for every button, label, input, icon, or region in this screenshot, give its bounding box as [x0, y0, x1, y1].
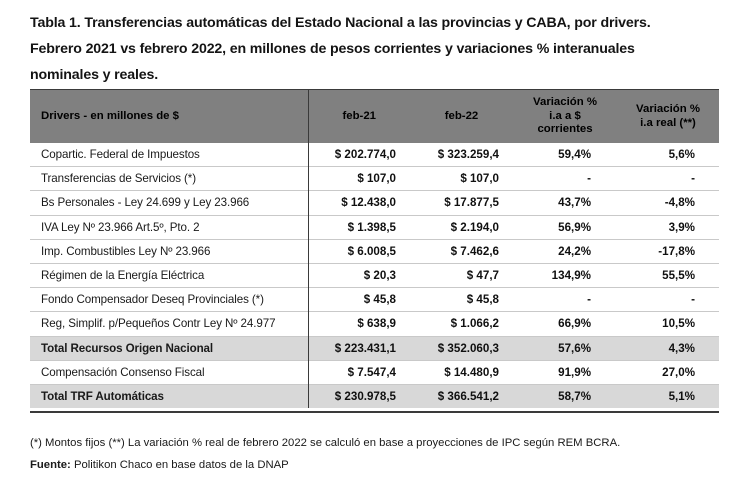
title-line-2: Febrero 2021 vs febrero 2022, en millones de pesos corrientes y variaciones % interanuales [30, 41, 635, 57]
cell-feb21: $ 202.774,0 [308, 143, 410, 167]
cell-variacion-nominal: 43,7% [513, 191, 617, 215]
cell-variacion-nominal: 24,2% [513, 239, 617, 263]
cell-variacion-real: 3,9% [617, 215, 719, 239]
cell-feb22: $ 323.259,4 [410, 143, 513, 167]
table-body [30, 143, 719, 408]
cell-variacion-real: -17,8% [617, 239, 719, 263]
table-row [30, 191, 719, 215]
table-row [30, 143, 719, 167]
table-bottom-border [30, 411, 719, 413]
cell-feb21: $ 230.978,5 [308, 384, 410, 408]
footnote-note: (*) Montos fijos (**) La variación % real de febrero 2022 se calculó en base a proyecciones de IPC según REM BCRA. [30, 437, 621, 449]
cell-driver-label: Total TRF Automáticas [30, 384, 308, 408]
footnotes [30, 432, 730, 476]
variacion-nominal-line-1: Variación % [533, 96, 597, 109]
cell-variacion-real: 5,1% [617, 384, 719, 408]
table-row [30, 167, 719, 191]
cell-variacion-nominal: 59,4% [513, 143, 617, 167]
cell-feb22: $ 366.541,2 [410, 384, 513, 408]
cell-driver-label: Transferencias de Servicios (*) [30, 167, 308, 191]
title-line-1: Tabla 1. Transferencias automáticas del Estado Nacional a las provincias y CABA, por drivers. [30, 15, 651, 31]
table-row [30, 336, 719, 360]
cell-feb22: $ 2.194,0 [410, 215, 513, 239]
cell-feb22: $ 14.480,9 [410, 360, 513, 384]
cell-feb22: $ 47,7 [410, 263, 513, 287]
cell-driver-label: Fondo Compensador Deseq Provinciales (*) [30, 288, 308, 312]
cell-variacion-real: 55,5% [617, 263, 719, 287]
cell-feb22: $ 1.066,2 [410, 312, 513, 336]
cell-feb21: $ 6.008,5 [308, 239, 410, 263]
cell-variacion-nominal: 91,9% [513, 360, 617, 384]
cell-variacion-real: -4,8% [617, 191, 719, 215]
cell-variacion-nominal: 57,6% [513, 336, 617, 360]
variacion-nominal-line-3: corrientes [537, 123, 593, 136]
cell-feb22: $ 45,8 [410, 288, 513, 312]
cell-driver-label: Total Recursos Origen Nacional [30, 336, 308, 360]
cell-variacion-real: 5,6% [617, 143, 719, 167]
table-header [30, 90, 719, 143]
table-row [30, 239, 719, 263]
cell-feb21: $ 45,8 [308, 288, 410, 312]
column-header-variacion-real [617, 90, 719, 143]
cell-driver-label: Imp. Combustibles Ley Nº 23.966 [30, 239, 308, 263]
table-row [30, 288, 719, 312]
cell-variacion-nominal: 66,9% [513, 312, 617, 336]
cell-feb22: $ 107,0 [410, 167, 513, 191]
column-header-drivers: Drivers - en millones de $ [30, 90, 308, 143]
cell-driver-label: Régimen de la Energía Eléctrica [30, 263, 308, 287]
variacion-real-line-2: i.a real (**) [640, 116, 696, 129]
cell-driver-label: Copartic. Federal de Impuestos [30, 143, 308, 167]
cell-variacion-nominal: - [513, 288, 617, 312]
cell-variacion-real: - [617, 167, 719, 191]
cell-feb21: $ 20,3 [308, 263, 410, 287]
cell-variacion-nominal: - [513, 167, 617, 191]
cell-driver-label: Compensación Consenso Fiscal [30, 360, 308, 384]
column-header-feb21: feb-21 [308, 90, 410, 143]
cell-driver-label: Reg, Simplif. p/Pequeños Contr Ley Nº 24.977 [30, 312, 308, 336]
table-row [30, 384, 719, 408]
cell-feb21: $ 107,0 [308, 167, 410, 191]
cell-feb21: $ 223.431,1 [308, 336, 410, 360]
footnote-source-label: Fuente: [30, 459, 71, 471]
footnote-source-text: Politikon Chaco en base datos de la DNAP [73, 459, 289, 471]
transfers-table [30, 90, 719, 408]
table-header-row [30, 90, 719, 143]
column-header-variacion-nominal [513, 90, 617, 143]
cell-variacion-nominal: 58,7% [513, 384, 617, 408]
cell-variacion-real: 4,3% [617, 336, 719, 360]
table-row [30, 215, 719, 239]
cell-feb21: $ 1.398,5 [308, 215, 410, 239]
cell-variacion-real: - [617, 288, 719, 312]
cell-variacion-real: 10,5% [617, 312, 719, 336]
cell-variacion-nominal: 134,9% [513, 263, 617, 287]
table-row [30, 263, 719, 287]
cell-feb21: $ 638,9 [308, 312, 410, 336]
cell-feb22: $ 7.462,6 [410, 239, 513, 263]
cell-driver-label: IVA Ley Nº 23.966 Art.5º, Pto. 2 [30, 215, 308, 239]
cell-variacion-real: 27,0% [617, 360, 719, 384]
cell-variacion-nominal: 56,9% [513, 215, 617, 239]
cell-feb22: $ 352.060,3 [410, 336, 513, 360]
table-row [30, 312, 719, 336]
transfers-table-container [30, 90, 719, 408]
cell-feb21: $ 7.547,4 [308, 360, 410, 384]
page-title [30, 10, 730, 88]
variacion-real-line-1: Variación % [636, 103, 700, 115]
table-row [30, 360, 719, 384]
footnote-source [30, 454, 730, 476]
cell-feb22: $ 17.877,5 [410, 191, 513, 215]
variacion-nominal-line-2: i.a a $ [549, 109, 581, 122]
title-line-3: nominales y reales. [30, 67, 159, 83]
cell-feb21: $ 12.438,0 [308, 191, 410, 215]
column-header-feb22: feb-22 [410, 90, 513, 143]
cell-driver-label: Bs Personales - Ley 24.699 y Ley 23.966 [30, 191, 308, 215]
